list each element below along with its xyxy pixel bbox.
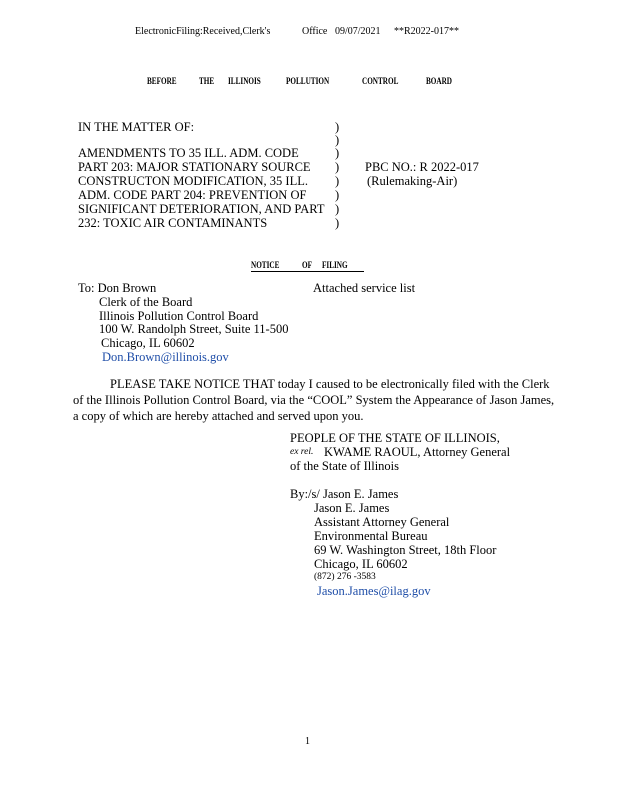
signature-line: Jason E. James bbox=[314, 501, 390, 515]
filing-stamp: ElectronicFiling:Received,Clerk's bbox=[135, 26, 271, 37]
caption-paren: ) bbox=[335, 120, 340, 134]
caption-paren: ) bbox=[335, 160, 340, 174]
board-title-word: ILLINOIS bbox=[228, 76, 261, 86]
attorney-general: KWAME RAOUL, Attorney General bbox=[324, 445, 511, 459]
party-name: PEOPLE OF THE STATE OF ILLINOIS, bbox=[290, 431, 500, 445]
caption-line: 232: TOXIC AIR CONTAMINANTS bbox=[78, 216, 268, 230]
signature-line: Environmental Bureau bbox=[314, 529, 428, 543]
signature-line: Chicago, IL 60602 bbox=[314, 557, 408, 571]
addressee-line: 100 W. Randolph Street, Suite 11-500 bbox=[99, 322, 289, 336]
caption-line: SIGNIFICANT DETERIORATION, AND PART bbox=[78, 202, 325, 216]
caption-line: AMENDMENTS TO 35 ILL. ADM. CODE bbox=[78, 146, 299, 160]
docket-number: **R2022-017** bbox=[394, 26, 459, 37]
caption-line: CONSTRUCTON MODIFICATION, 35 ILL. bbox=[78, 174, 308, 188]
notice-title-word: FILING bbox=[322, 260, 348, 270]
board-title-word: BOARD bbox=[426, 76, 453, 86]
caption-paren: ) bbox=[335, 202, 340, 216]
signature-line: 69 W. Washington Street, 18th Floor bbox=[314, 543, 497, 557]
addressee-line: Clerk of the Board bbox=[99, 295, 193, 309]
party-state: of the State of Illinois bbox=[290, 459, 400, 473]
notice-body-line: PLEASE TAKE NOTICE THAT today I caused to be electronically filed with the Clerk bbox=[110, 377, 550, 391]
addressee-email-link[interactable]: Don.Brown@illinois.gov bbox=[102, 350, 229, 364]
signature-email-link[interactable]: Jason.James@ilag.gov bbox=[317, 584, 431, 598]
addressee-line: Illinois Pollution Control Board bbox=[99, 309, 259, 323]
service-list-note: Attached service list bbox=[313, 281, 416, 295]
addressee-name: To: Don Brown bbox=[78, 281, 157, 295]
signature-phone: (872) 276 -3583 bbox=[314, 572, 376, 582]
caption-paren: ) bbox=[335, 188, 340, 202]
board-title-word: POLLUTION bbox=[286, 76, 330, 86]
notice-title-word: OF bbox=[302, 260, 312, 270]
filing-office: Office bbox=[302, 26, 328, 37]
addressee-line: Chicago, IL 60602 bbox=[101, 336, 195, 350]
signature-by: By:/s/ Jason E. James bbox=[290, 487, 399, 501]
board-title-word: BEFORE bbox=[147, 76, 177, 86]
notice-body-line: a copy of which are hereby attached and served upon you. bbox=[73, 409, 364, 423]
caption-line: ADM. CODE PART 204: PREVENTION OF bbox=[78, 188, 307, 202]
caption-line: PART 203: MAJOR STATIONARY SOURCE bbox=[78, 160, 311, 174]
page-number: 1 bbox=[305, 736, 310, 747]
caption-paren: ) bbox=[335, 174, 340, 188]
pcb-number: PBC NO.: R 2022-017 bbox=[365, 160, 479, 174]
caption-paren: ) bbox=[335, 133, 340, 147]
board-title-word: THE bbox=[199, 76, 215, 86]
caption-paren: ) bbox=[335, 146, 340, 160]
filing-date: 09/07/2021 bbox=[335, 26, 381, 37]
notice-title-underline bbox=[251, 271, 364, 272]
notice-title-word: NOTICE bbox=[251, 260, 280, 270]
ex-rel: ex rel. bbox=[290, 447, 314, 457]
rulemaking-type: (Rulemaking-Air) bbox=[367, 174, 458, 188]
caption-line: IN THE MATTER OF: bbox=[78, 120, 195, 134]
notice-body-line: of the Illinois Pollution Control Board, via the “COOL” System the Appearance of Jason James, bbox=[73, 393, 555, 407]
caption-paren: ) bbox=[335, 216, 340, 230]
board-title-word: CONTROL bbox=[362, 76, 399, 86]
signature-line: Assistant Attorney General bbox=[314, 515, 450, 529]
